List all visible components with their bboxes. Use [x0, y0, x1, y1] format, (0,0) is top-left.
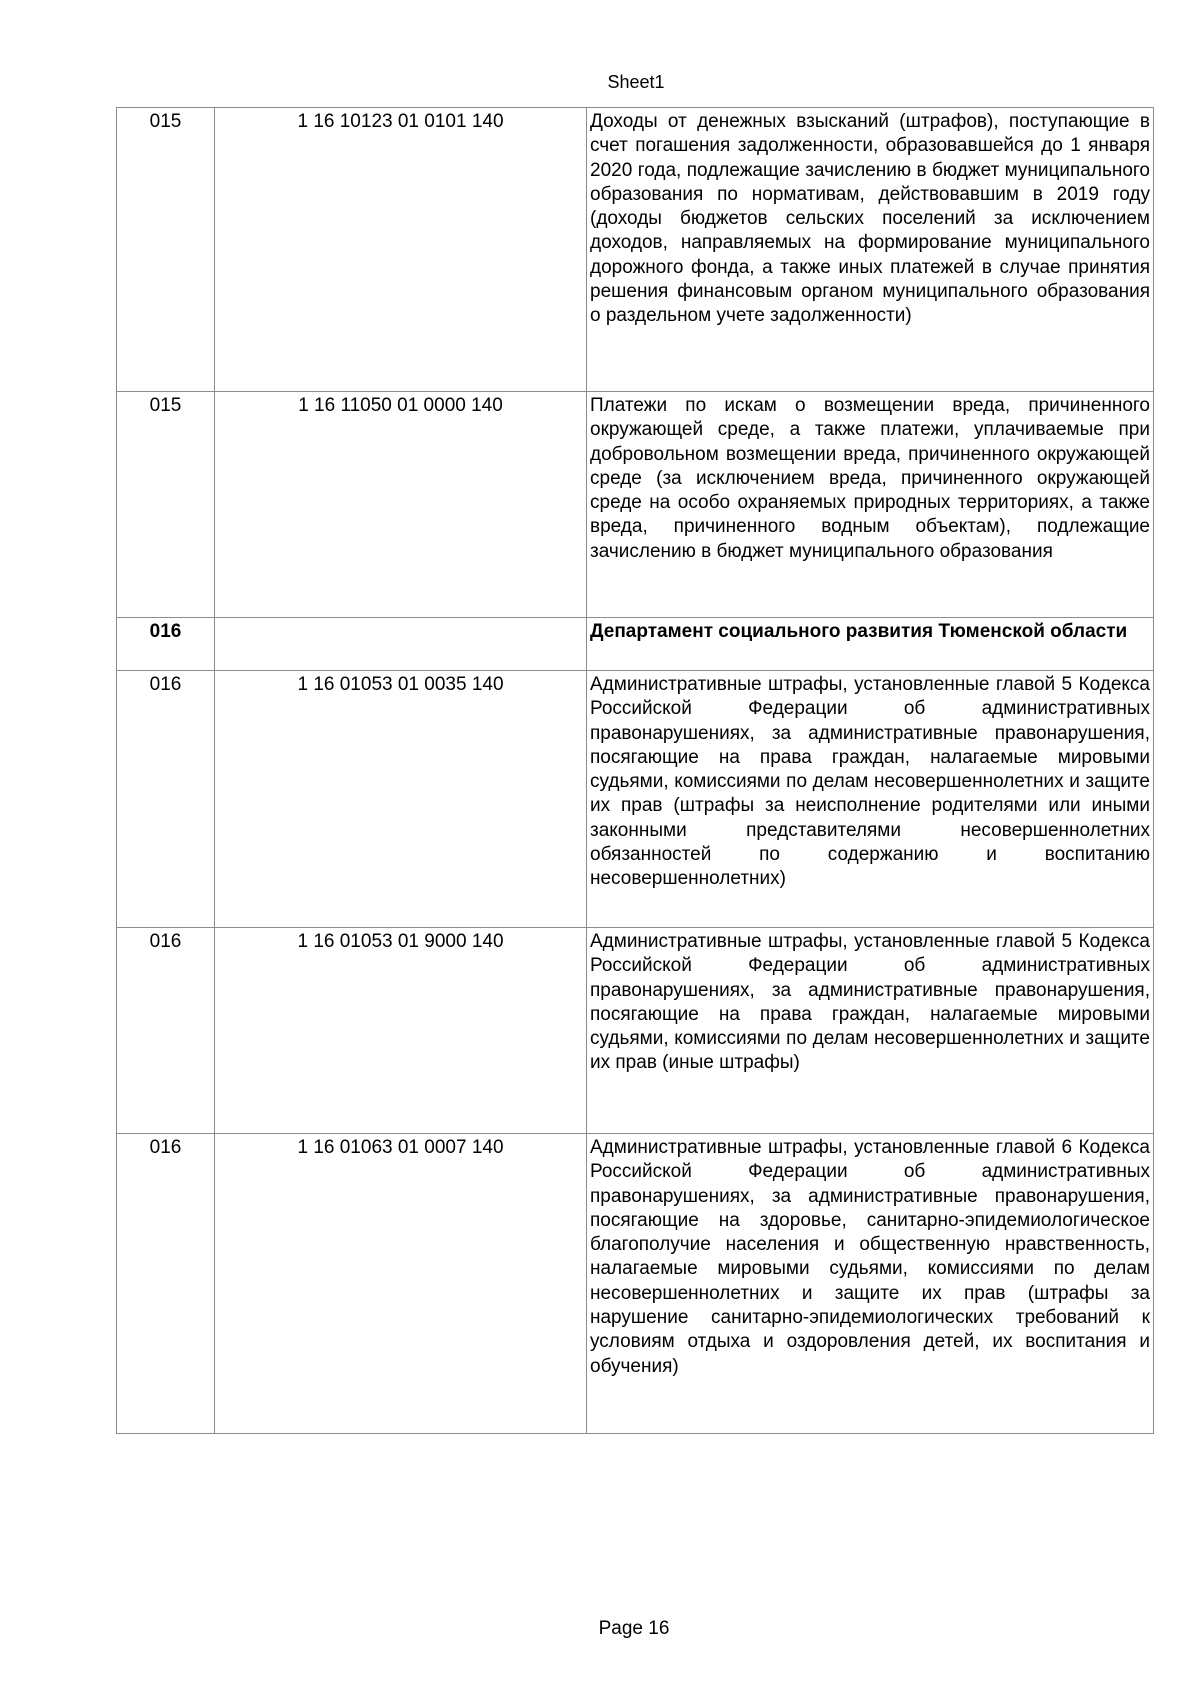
kbk-code-cell: 1 16 01063 01 0007 140	[215, 1134, 587, 1434]
kbk-code-cell	[215, 618, 587, 671]
kbk-code-cell: 1 16 01053 01 9000 140	[215, 928, 587, 1134]
admin-code-cell: 015	[117, 392, 215, 618]
table-row	[117, 1134, 1154, 1434]
kbk-code-cell: 1 16 01053 01 0035 140	[215, 671, 587, 928]
sheet-title: Sheet1	[607, 72, 665, 92]
kbk-code-cell: 1 16 11050 01 0000 140	[215, 392, 587, 618]
admin-code-cell: 016	[117, 671, 215, 928]
revenue-codes-table	[116, 107, 1154, 1434]
description-cell: Доходы от денежных взысканий (штрафов), поступающие в счет погашения задолженности, образовавшейся до 1 января 2020 года, подлежащие зачислению в бюджет муниципального образования по нормативам, действовавшим в 2019 году (доходы бюджетов сельских поселений за исключением доходов, направляемых на формирование муниципального дорожного фонда, а также иных платежей в случае принятия решения финансовым органом муниципального образования о раздельном учете задолженности)	[587, 108, 1154, 392]
table-row	[117, 392, 1154, 618]
table-row	[117, 928, 1154, 1134]
admin-code-cell: 016	[117, 928, 215, 1134]
kbk-code-cell: 1 16 10123 01 0101 140	[215, 108, 587, 392]
table-row	[117, 671, 1154, 928]
admin-code-cell: 016	[117, 1134, 215, 1434]
table-row	[117, 618, 1154, 671]
department-title-cell: Департамент социального развития Тюменской области	[587, 618, 1154, 671]
description-cell: Административные штрафы, установленные главой 5 Кодекса Российской Федерации об административных правонарушениях, за административные правонарушения, посягающие на права граждан, налагаемые мировыми судьями, комиссиями по делам несовершеннолетних и защите их прав (иные штрафы)	[587, 928, 1154, 1134]
description-cell: Административные штрафы, установленные главой 5 Кодекса Российской Федерации об административных правонарушениях, за административные правонарушения, посягающие на права граждан, налагаемые мировыми судьями, комиссиями по делам несовершеннолетних и защите их прав (штрафы за неисполнение родителями или иными законными представителями несовершеннолетних обязанностей по содержанию и воспитанию несовершеннолетних)	[587, 671, 1154, 928]
page-number: Page 16	[598, 1618, 670, 1639]
description-cell: Административные штрафы, установленные главой 6 Кодекса Российской Федерации об административных правонарушениях, за административные правонарушения, посягающие на здоровье, санитарно-эпидемиологическое благополучие населения и общественную нравственность, налагаемые мировыми судьями, комиссиями по делам несовершеннолетних и защите их прав (штрафы за нарушение санитарно-эпидемиологических требований к условиям отдыха и оздоровления детей, их воспитания и обучения)	[587, 1134, 1154, 1434]
description-cell: Платежи по искам о возмещении вреда, причиненного окружающей среде, а также платежи, уплачиваемые при добровольном возмещении вреда, причиненного окружающей среде (за исключением вреда, причиненного окружающей среде на особо охраняемых природных территориях, а также вреда, причиненного водным объектам), подлежащие зачислению в бюджет муниципального образования	[587, 392, 1154, 618]
table-row	[117, 108, 1154, 392]
admin-code-cell: 016	[117, 618, 215, 671]
admin-code-cell: 015	[117, 108, 215, 392]
